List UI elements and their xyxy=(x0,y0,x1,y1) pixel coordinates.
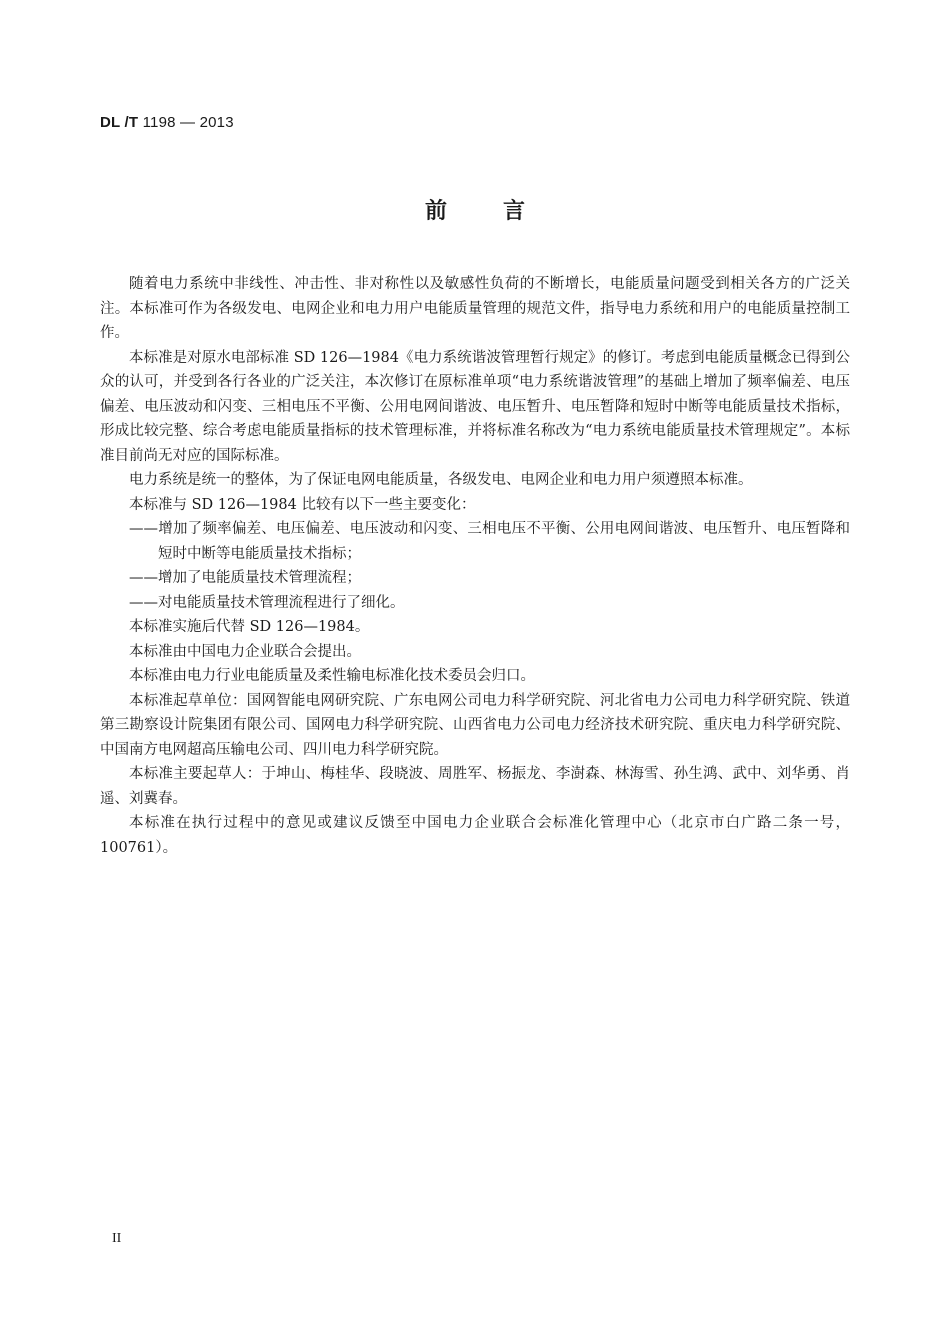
change-item: ——增加了电能质量技术管理流程； xyxy=(129,570,361,586)
paragraph-managed-by: 本标准由电力行业电能质量及柔性输电标准化技术委员会归口。 xyxy=(129,668,535,684)
change-item: ——对电能质量技术管理流程进行了细化。 xyxy=(129,594,405,611)
change-item: ——增加了频率偏差、电压偏差、电压波动和闪变、三相电压不平衡、公用电网间谐波、电压暂升、电压暂降和短时中断等电能质量技术指标； xyxy=(129,521,850,562)
paragraph-drafting-units: 本标准起草单位：国网智能电网研究院、广东电网公司电力科学研究院、河北省电力公司电力科学研究院、铁道第三勘察设计院集团有限公司、国网电力科学研究院、山西省电力公司电力经济技术研究院、重庆电力科学研究院、中国南方电网超高压输电公司、四川电力科学研究院。 xyxy=(100,692,850,758)
standard-code xyxy=(100,114,234,131)
paragraph-replaces: 本标准实施后代替 SD 126—1984。 xyxy=(129,619,370,635)
page-title: 前言 xyxy=(424,199,581,224)
paragraph-drafters: 本标准主要起草人：于坤山、梅桂华、段晓波、周胜军、杨振龙、李澍森、林海雪、孙生鸿、武中、刘华勇、肖遥、刘冀春。 xyxy=(100,766,850,807)
paragraph-changes-intro: 本标准与 SD 126—1984 比较有以下一些主要变化： xyxy=(129,496,476,513)
paragraph-revision: 本标准是对原水电部标准 SD 126—1984《电力系统谐波管理暂行规定》的修订。考虑到电能质量概念已得到公众的认可，并受到各行各业的广泛关注，本次修订在原标准单项“电力系统谐波管理”的基础上增加了频率偏差、电压偏差、电压波动和闪变、三相电压不平衡、公用电网间谐波、电压暂升、电压暂降和短时中断等电能质量技术指标，形成比较完整、综合考虑电能质量指标的技术管理标准，并将标准名称改为“电力系统电能质量技术管理规定”。本标准目前尚无对应的国际标准。 xyxy=(100,349,850,464)
standard-code-number: 1198 — 2013 xyxy=(142,114,234,131)
paragraph-scope: 电力系统是统一的整体，为了保证电网电能质量，各级发电、电网企业和电力用户须遵照本标准。 xyxy=(129,472,753,488)
paragraph-proposed-by: 本标准由中国电力企业联合会提出。 xyxy=(129,643,361,660)
foreword-body xyxy=(100,272,850,860)
paragraph-background: 随着电力系统中非线性、冲击性、非对称性以及敏感性负荷的不断增长，电能质量问题受到相关各方的广泛关注。本标准可作为各级发电、电网企业和电力用户电能质量管理的规范文件，指导电力系统和用户的电能质量控制工作。 xyxy=(100,276,850,341)
paragraph-feedback: 本标准在执行过程中的意见或建议反馈至中国电力企业联合会标准化管理中心（北京市白广路二条一号，100761）。 xyxy=(100,815,850,856)
page-number: II xyxy=(112,1231,122,1246)
standard-code-prefix: DL /T xyxy=(100,114,139,131)
